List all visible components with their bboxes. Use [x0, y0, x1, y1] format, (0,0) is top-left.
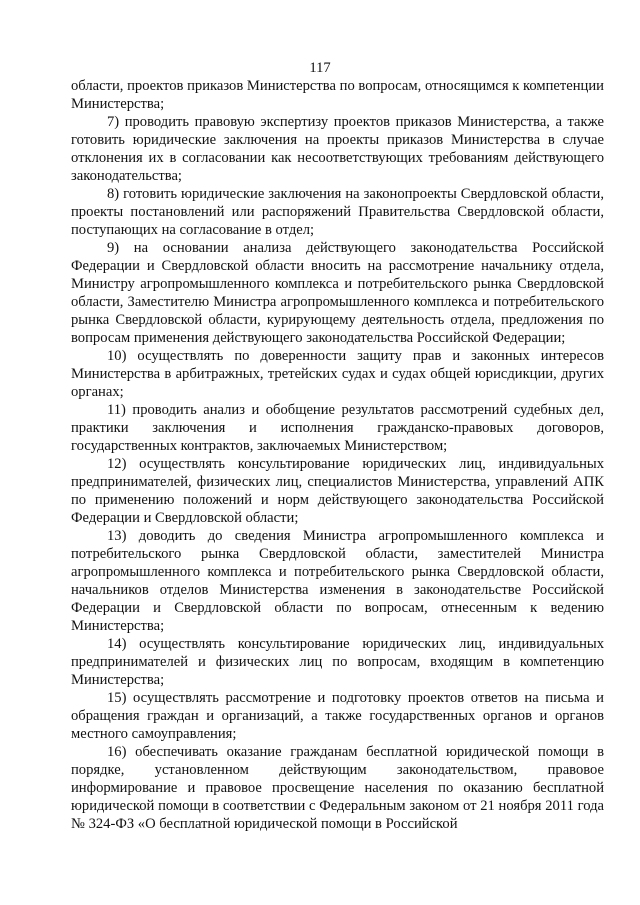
paragraph-continuation: области, проектов приказов Министерства по вопросам, относящимся к компетенции Министерства; [71, 78, 604, 112]
page-number: 117 [309, 60, 331, 76]
paragraph-item-13: 13) доводить до сведения Министра агропромышленного комплекса и потребительского рынка Свердловской области, заместителей Министра агропромышленного комплекса и потребительского рынка Свердловской области, начальников отделов Министерства изменения в законодательстве Российской Федерации и Свердловской области по вопросам, отнесенным к ведению Министерства; [71, 528, 604, 634]
paragraph-item-14: 14) осуществлять консультирование юридических лиц, индивидуальных предпринимателей и физических лиц по вопросам, входящим в компетенцию Министерства; [71, 636, 604, 688]
paragraph-item-7: 7) проводить правовую экспертизу проектов приказов Министерства, а также готовить юридические заключения на проекты приказов Министерства в случае отклонения их в согласовании как несоответствующих требованиям действующего законодательства; [71, 114, 604, 184]
paragraph-item-9: 9) на основании анализа действующего законодательства Российской Федерации и Свердловской области вносить на рассмотрение начальнику отдела, Министру агропромышленного комплекса и потребительского рынка Свердловской области, Заместителю Министра агропромышленного комплекса и потребительского рынка Свердловской области, курирующему деятельность отдела, предложения по вопросам применения действующего законодательства Российской Федерации; [71, 240, 604, 346]
document-body [71, 77, 604, 833]
paragraph-item-11: 11) проводить анализ и обобщение результатов рассмотрений судебных дел, практики заключения и исполнения гражданско-правовых договоров, государственных контрактов, заключаемых Министерством; [71, 402, 604, 454]
paragraph-item-10: 10) осуществлять по доверенности защиту прав и законных интересов Министерства в арбитражных, третейских судах и судах общей юрисдикции, других органах; [71, 348, 604, 400]
paragraph-item-8: 8) готовить юридические заключения на законопроекты Свердловской области, проекты постановлений или распоряжений Правительства Свердловской области, поступающих на согласование в отдел; [71, 186, 604, 238]
paragraph-item-12: 12) осуществлять консультирование юридических лиц, индивидуальных предпринимателей, физических лиц, специалистов Министерства, управлений АПК по применению положений и норм действующего законодательства Российской Федерации и Свердловской области; [71, 456, 604, 526]
paragraph-item-16: 16) обеспечивать оказание гражданам бесплатной юридической помощи в порядке, установленном действующим законодательством, правовое информирование и правовое просвещение населения по оказанию бесплатной юридической помощи в соответствии с Федеральным законом от 21 ноября 2011 года № 324-ФЗ «О бесплатной юридической помощи в Российской [71, 744, 604, 832]
paragraph-item-15: 15) осуществлять рассмотрение и подготовку проектов ответов на письма и обращения граждан и организаций, а также государственных органов и органов местного самоуправления; [71, 690, 604, 742]
